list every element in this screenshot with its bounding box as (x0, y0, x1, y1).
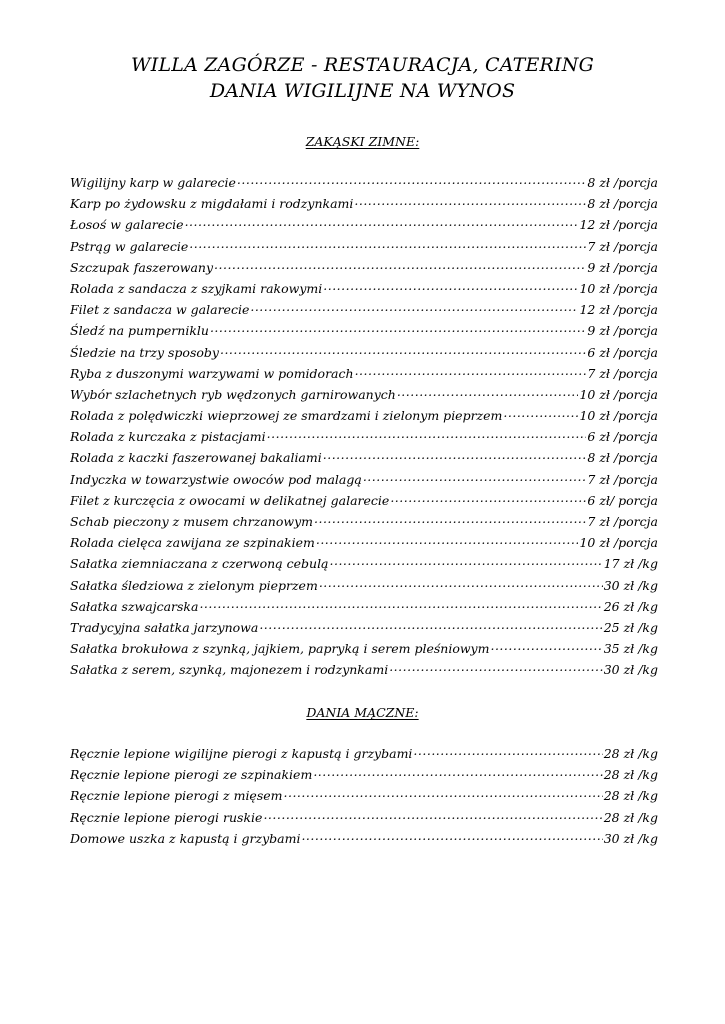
menu-item-price: 12 zł /porcja (579, 217, 658, 233)
dot-leader (250, 300, 578, 314)
menu-item-price: 7 zł /porcja (587, 365, 658, 381)
menu-item-name: Rolada z kurczaka z pistacjami (70, 429, 266, 445)
menu-item-price: 30 zł /kg (603, 830, 658, 846)
dot-leader (363, 470, 587, 484)
menu-item-name: Szczupak faszerowany (70, 259, 214, 275)
dot-leader (354, 194, 586, 208)
menu-item-name: Wybór szlachetnych ryb wędzonych garnirowanych (70, 386, 396, 402)
menu-item (70, 764, 658, 785)
dot-leader (323, 279, 578, 293)
document-header (0, 52, 725, 104)
menu-item (70, 532, 658, 553)
menu-item-price: 7 zł /porcja (587, 514, 658, 529)
dot-leader (210, 321, 586, 335)
menu-item (70, 638, 658, 659)
menu-item-price: 25 zł /kg (603, 619, 658, 635)
dot-leader (237, 173, 587, 187)
menu-item (70, 257, 658, 278)
menu-item-name: Pstrąg w galarecie (70, 238, 189, 254)
menu-item-price: 6 zł /porcja (587, 429, 658, 445)
dot-leader (199, 597, 602, 611)
dot-leader (263, 808, 602, 822)
menu-item-price: 7 zł /porcja (587, 471, 658, 487)
dot-leader (503, 406, 578, 420)
menu-item (70, 490, 658, 511)
menu-item-price: 10 zł /porcja (579, 535, 658, 551)
menu-item-name: Rolada z kaczki faszerowanej bakaliami (70, 450, 322, 466)
menu-item-price: 30 zł /kg (603, 577, 658, 593)
document-title: WILLA ZAGÓRZE - RESTAURACJA, CATERING (131, 54, 594, 76)
menu-item (70, 299, 658, 320)
menu-item (70, 384, 658, 405)
menu-item-price: 12 zł /porcja (579, 302, 658, 318)
menu-item (70, 214, 658, 235)
menu-item-price: 9 zł /porcja (587, 259, 658, 275)
menu-item-price: 10 zł /porcja (579, 386, 658, 402)
menu-item-price: 6 zł /porcja (587, 344, 658, 360)
menu-item (70, 511, 658, 532)
menu-item-name: Rolada z sandacza z szyjkami rakowymi (70, 280, 323, 296)
menu-item-price: 17 zł /kg (603, 556, 658, 572)
menu-item-name: Sałatka śledziowa z zielonym pieprzem (70, 577, 318, 593)
menu-item-price: 7 zł /porcja (587, 238, 658, 254)
dot-leader (220, 343, 586, 357)
menu-item-name: Domowe uszka z kapustą i grzybami (70, 830, 301, 846)
dot-leader (259, 618, 602, 632)
menu-item (70, 172, 658, 193)
menu-item (70, 363, 658, 384)
dot-leader (284, 786, 603, 800)
menu-item-name: Sałatka z serem, szynką, majonezem i rodzynkami (70, 662, 389, 678)
menu-item-price: 28 zł /kg (603, 767, 658, 783)
menu-item (70, 405, 658, 426)
dot-leader (319, 576, 603, 590)
menu-item (70, 553, 658, 574)
menu-item (70, 828, 658, 849)
menu-item-price: 28 zł /kg (603, 809, 658, 825)
menu-item-name: Karp po żydowsku z migdałami i rodzynkami (70, 196, 354, 212)
dot-leader (185, 215, 579, 229)
dot-leader (323, 448, 587, 462)
menu-item (70, 278, 658, 299)
dot-leader (355, 364, 587, 378)
dot-leader (301, 829, 602, 843)
menu-item-name: Sałatka szwajcarska (70, 598, 199, 614)
dot-leader (397, 385, 579, 399)
menu-item-name: Rolada z polędwiczki wieprzowej ze smardzami i zielonym pieprzem (70, 408, 503, 424)
menu-item-name: Sałatka brokułowa z szynką, jajkiem, papryką i serem pleśniowym (70, 641, 490, 657)
menu-item (70, 320, 658, 341)
menu-item-name: Schab pieczony z musem chrzanowym (70, 514, 313, 529)
menu-item-price: 10 zł /porcja (579, 280, 658, 296)
menu-item-price: 10 zł /porcja (579, 408, 658, 424)
menu-item (70, 596, 658, 617)
menu-item (70, 236, 658, 257)
dot-leader (189, 237, 586, 251)
menu-item (70, 426, 658, 447)
menu-item-name: Sałatka ziemniaczana z czerwoną cebulą (70, 556, 329, 572)
dot-leader (267, 427, 587, 441)
section-title-cold-appetizers: ZAKĄSKI ZIMNE: (305, 134, 420, 149)
menu-item-price: 8 zł /porcja (587, 175, 658, 190)
menu-item (70, 785, 658, 806)
menu-item-price: 30 zł /kg (603, 662, 658, 678)
menu-item-name: Śledzie na trzy sposoby (70, 344, 219, 360)
menu-item-price: 8 zł /porcja (587, 450, 658, 466)
menu-item (70, 807, 658, 828)
menu-item (70, 659, 658, 680)
section-title-flour-dishes: DANIA MĄCZNE: (306, 705, 419, 720)
dot-leader (413, 744, 602, 758)
menu-item-price: 8 zł /porcja (587, 196, 658, 212)
menu-item-name: Ryba z duszonymi warzywami w pomidorach (70, 365, 354, 381)
document-subtitle: DANIA WIGILIJNE NA WYNOS (209, 80, 516, 102)
menu-item-name: Filet z sandacza w galarecie (70, 302, 250, 318)
menu-item-price: 6 zł/ porcja (587, 492, 658, 508)
dot-leader (214, 258, 586, 272)
menu-item (70, 575, 658, 596)
dot-leader (314, 512, 586, 526)
menu-item (70, 743, 658, 764)
menu-item-name: Ręcznie lepione pierogi ze szpinakiem (70, 767, 313, 783)
dot-leader (490, 639, 602, 653)
cold-appetizers-list (70, 172, 658, 681)
menu-item-price: 28 zł /kg (603, 746, 658, 761)
menu-item-name: Wigilijny karp w galarecie (70, 175, 236, 190)
menu-item-name: Łosoś w galarecie (70, 217, 184, 233)
dot-leader (390, 491, 586, 505)
flour-dishes-list (70, 743, 658, 849)
dot-leader (330, 554, 603, 568)
menu-item-name: Śledź na pumperniklu (70, 323, 209, 339)
menu-item (70, 193, 658, 214)
menu-item (70, 469, 658, 490)
menu-item-name: Rolada cielęca zawijana ze szpinakiem (70, 535, 315, 551)
menu-item (70, 342, 658, 363)
menu-item-name: Filet z kurczęcia z owocami w delikatnej galarecie (70, 492, 390, 508)
menu-item-price: 28 zł /kg (603, 788, 658, 804)
menu-item-name: Ręcznie lepione pierogi z mięsem (70, 788, 283, 804)
menu-item-price: 35 zł /kg (603, 641, 658, 657)
menu-item-price: 9 zł /porcja (587, 323, 658, 339)
dot-leader (316, 533, 579, 547)
menu-item-name: Tradycyjna sałatka jarzynowa (70, 619, 259, 635)
dot-leader (313, 765, 602, 779)
menu-item-name: Ręcznie lepione wigilijne pierogi z kapustą i grzybami (70, 746, 413, 761)
menu-item-name: Indyczka w towarzystwie owoców pod malagą (70, 471, 362, 487)
menu-item (70, 617, 658, 638)
dot-leader (389, 660, 603, 674)
menu-item (70, 447, 658, 468)
menu-item-price: 26 zł /kg (603, 598, 658, 614)
menu-item-name: Ręcznie lepione pierogi ruskie (70, 809, 263, 825)
